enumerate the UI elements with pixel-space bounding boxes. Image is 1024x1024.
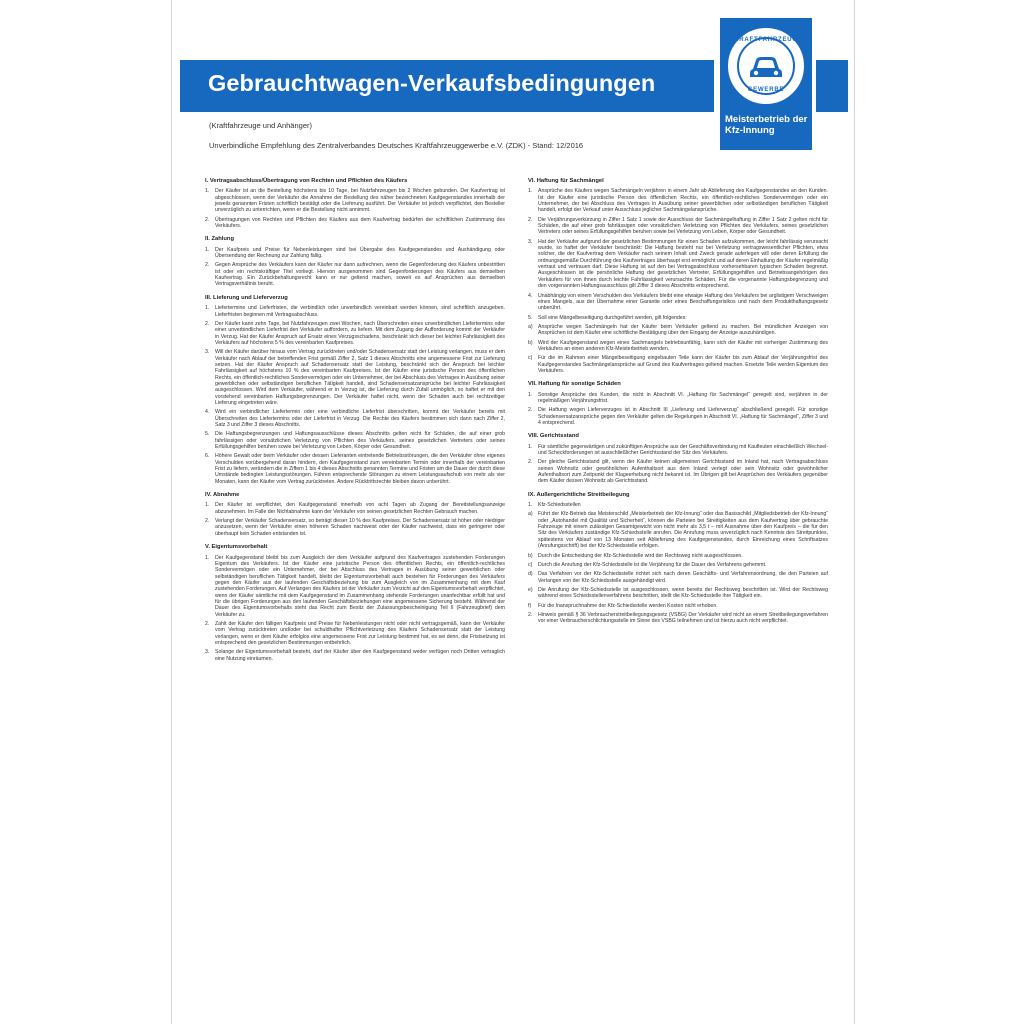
guild-badge <box>720 18 812 150</box>
clause-number: 2. <box>205 620 210 627</box>
clause-text: Für die Inanspruchnahme der Kfz-Schiedsstelle werden Kosten nicht erhoben. <box>538 602 718 609</box>
terms-section <box>205 492 505 537</box>
left-column <box>205 178 505 669</box>
clause-text: Kfz-Schiedsstellen <box>538 502 581 509</box>
clause-text: Der gleiche Gerichtsstand gilt, wenn der Käufer keinen allgemeinen Gerichtsstand im Inland hat, nach Vertragsabschluss seinen Wohnsitz oder gewöhnlichen Aufenthaltsort aus dem Inland verlegt oder sein Wohnsitz oder gewöhnlicher Aufenthaltsort zum Zeitpunkt der Klageerhebung nicht bekannt ist. Im Übrigen gilt bei Ansprüchen des Verkäufers gegenüber dem Käufer dessen Wohnsitz als Gerichtsstand. <box>538 459 828 485</box>
section-heading: VI. Haftung für Sachmängel <box>528 178 604 184</box>
clause-item <box>205 621 505 646</box>
clause-item <box>528 502 828 508</box>
clause-text: Der Käufer ist an die Bestellung höchstens bis 10 Tage, bei Nutzfahrzeugen bis 2 Wochen gebunden. Der Kaufvertrag ist abgeschlossen, wenn der Verkäufer die Annahme der Bestellung des näher bezeichneten Kaufgegenstandes innerhalb der jeweils genannten Fristen schriftlich bestätigt oder die Lieferung ausführt. Der Verkäufer ist jedoch verpflichtet, den Besteller unverzüglich zu unterrichten, wenn er die Bestellung nicht annimmt. <box>215 188 505 214</box>
clause-number: 2. <box>205 216 210 223</box>
section-heading: I. Vertragsabschluss/Übertragung von Rechten und Pflichten des Käufers <box>205 178 408 184</box>
clause-number: 3. <box>205 349 210 356</box>
badge-label: Meisterbetrieb der Kfz-Innung <box>725 114 808 136</box>
guild-seal-logo <box>728 28 804 104</box>
clause-text: Hat der Verkäufer aufgrund der gesetzlichen Bestimmungen für einen Schaden aufzukommen, der leicht fahrlässig verursacht wurde, so haftet der Verkäufer beschränkt: Die Haftung besteht nur bei Verletzung vertragswesentlicher Pflichten, etwa solcher, die der Kaufvertrag dem Verkäufer nach seinem Inhalt und Zweck gerade auferlegen will oder deren Erfüllung die ordnungsgemäße Durchführung des Kaufvertrages überhaupt erst ermöglicht und auf deren Einhaltung der Käufer regelmäßig vertraut und vertrauen darf. Diese Haftung ist auf den bei Vertragsabschluss vorhersehbaren typischen Schaden begrenzt. Ausgeschlossen ist die persönliche Haftung der gesetzlichen Vertreter, Erfüllungsgehilfen und Betriebsangehörigen des Verkäufers für von ihnen durch leichte Fahrlässigkeit verursachte Schäden. Für die vorgenannte Haftungsbegrenzung und den vorgenannten Haftungsausschluss gilt Ziffer 3 dieses Abschnitts entsprechend. <box>538 238 828 290</box>
clause-number: 1. <box>205 305 210 312</box>
clause-text: Der Kaufgegenstand bleibt bis zum Ausgleich der dem Verkäufer aufgrund des Kaufvertrages zustehenden Forderungen Eigentum des Verkäufers. Ist der Käufer eine juristische Person des öffentlichen Rechts, ein öffentlich-rechtliches Sondervermögen oder ein Unternehmer, der bei Abschluss des Vertrages in Ausübung seiner gewerblichen oder selbständigen beruflichen Tätigkeit handelt, bleibt der Eigentumsvorbehalt auch bestehen für Forderungen des Verkäufers gegen den Käufer aus der laufenden Geschäftsbeziehung bis zum Ausgleich von im Zusammenhang mit dem Kauf zustehenden Forderungen. Auf Verlangen des Käufers ist der Verkäufer zum Verzicht auf den Eigentumsvorbehalt verpflichtet, wenn der Käufer sämtliche mit dem Kaufgegenstand im Zusammenhang stehende Forderungen unanfechtbar erfüllt hat und für die übrigen Forderungen aus den laufenden Geschäftsbeziehungen eine angemessene Sicherung besteht. Während der Dauer des Eigentumsvorbehalts steht das Recht zum Besitz der Zulassungsbescheinigung Teil II (Fahrzeugbrief) dem Verkäufer zu. <box>215 554 505 618</box>
clause-number: 1. <box>205 188 210 195</box>
clause-number: f) <box>528 602 532 609</box>
clause-number: c) <box>528 561 533 568</box>
clause-text: Verlangt der Verkäufer Schadensersatz, so beträgt dieser 10 % des Kaufpreises. Der Schadensersatz ist höher oder niedriger anzusetzen, wenn der Verkäufer einen höheren Schaden nachweist oder der Käufer nachweist, dass ein geringerer oder überhaupt kein Schaden entstanden ist. <box>215 518 505 537</box>
clause-text: Führt der Kfz-Betrieb das Meisterschild „Meisterbetrieb der Kfz-Innung“ oder das Basisschild „Mitgliedsbetrieb der Kfz-Innung“ oder „Autohandel mit Qualität und Sicherheit“, können die Parteien bei Streitigkeiten aus dem Kaufvertrag über gebrauchte Fahrzeuge mit einem zulässigen Gesamtgewicht von nicht mehr als 3,5 t – mit Ausnahme über den Kaufpreis – die für den Sitz des Verkäufers zuständige Kfz-Schiedsstelle anrufen. Die Anrufung muss unverzüglich nach Kenntnis des Streitpunktes, spätestens vor Ablauf von 13 Monaten seit Ablieferung des Kaufgegenstandes, durch Einreichung eines Schriftsatzes (Anrufungsschrift) bei der Kfz-Schiedsstelle erfolgen. <box>538 511 828 550</box>
clause-text: Will der Käufer darüber hinaus vom Vertrag zurücktreten und/oder Schadensersatz statt der Leistung verlangen, muss er dem Verkäufer nach Ablauf der betreffenden Frist gemäß Ziffer 2, Satz 1 dieses Abschnitts eine angemessene Frist zur Lieferung setzen. Hat der Käufer Anspruch auf Schadensersatz statt der Leistung, beschränkt sich der Anspruch bei leichter Fahrlässigkeit auf höchstens 10 % des vereinbarten Kaufpreises. Ist der Käufer eine juristische Person des öffentlichen Rechts, ein öffentlich-rechtliches Sondervermögen oder ein Unternehmer, der bei Abschluss des Vertrages in Ausübung seiner gewerblichen oder selbständigen beruflichen Tätigkeit handelt, sind Schadensersatzansprüche bei leichter Fahrlässigkeit ausgeschlossen. Wird dem Verkäufer, während er in Verzug ist, die Lieferung durch Zufall unmöglich, so haftet er mit den vorstehend vereinbarten Haftungsbegrenzungen. Der Verkäufer haftet nicht, wenn der Schaden auch bei rechtzeitiger Lieferung eingetreten wäre. <box>215 349 505 406</box>
section-heading: VIII. Gerichtsstand <box>528 433 579 440</box>
clause-text: Übertragungen von Rechten und Pflichten des Käufers aus dem Kaufvertrag bedürfen der schriftlichen Zustimmung des Verkäufers. <box>215 216 505 230</box>
clause-number: 2. <box>528 216 533 223</box>
clause-item <box>528 612 828 625</box>
clause-item <box>205 188 505 213</box>
terms-section <box>205 295 505 485</box>
clause-item <box>528 553 828 559</box>
clause-text: Höhere Gewalt oder beim Verkäufer oder dessen Lieferanten eintretende Betriebsstörungen, die den Verkäufer ohne eigenes Verschulden vorübergehend daran hindern, den Kaufgegenstand zum vereinbarten Termin oder innerhalb der vereinbarten Frist zu liefern, verändern die in Ziffern 1 bis 4 dieses Abschnitts genannten Termine und Fristen um die Dauer der durch diese Umstände bedingten Leistungsstörungen. Führen entsprechende Störungen zu einem Leistungsaufschub von mehr als vier Monaten, kann der Käufer vom Vertrag zurücktreten. Andere Rücktrittsrechte bleiben davon unberührt. <box>215 453 505 485</box>
clause-number: a) <box>528 323 533 330</box>
clause-item <box>528 340 828 353</box>
seal-text-top: KRAFTFAHRZEUG <box>734 37 798 43</box>
document-title: Gebrauchtwagen-Verkaufsbedingungen <box>208 70 656 96</box>
clause-item <box>528 315 828 321</box>
clause-item <box>205 518 505 537</box>
section-heading: IX. Außergerichtliche Streitbeilegung <box>528 491 630 498</box>
clause-text: Die Verjährungsverkürzung in Ziffer 1 Satz 1 sowie der Ausschluss der Sachmängelhaftung in Ziffer 1 Satz 2 gelten nicht für Schäden, die auf einer grob fahrlässigen oder vorsätzlichen Verletzung von Pflichten des Verkäufers, seines gesetzlichen Vertreters oder seines Erfüllungsgehilfen beruhen sowie bei Verletzung von Leben, Körper oder Gesundheit. <box>538 216 828 236</box>
clause-item <box>205 247 505 260</box>
recommendation-line: Unverbindliche Empfehlung des Zentralverbandes Deutsches Kraftfahrzeuggewerbe e.V. (ZDK) - Stand: 12/2016 <box>209 141 584 150</box>
clause-item <box>528 188 828 213</box>
clause-item <box>528 407 828 426</box>
terms-section <box>205 236 505 287</box>
clause-number: 2. <box>205 518 210 525</box>
clause-text: Der Käufer ist verpflichtet, den Kaufgegenstand innerhalb von acht Tagen ab Zugang der Bereitstellungsanzeige abzunehmen. Im Falle der Nichtabnahme kann der Verkäufer von seinen gesetzlichen Rechten Gebrauch machen. <box>215 502 505 515</box>
document-subtitle: (Kraftfahrzeuge und Anhänger) <box>209 121 312 130</box>
clause-item <box>528 392 828 405</box>
clause-item <box>205 349 505 406</box>
clause-text: Wird ein verbindlicher Liefertermin oder eine verbindliche Lieferfrist überschritten, kommt der Verkäufer bereits mit Überschreiten des Liefertermins oder der Lieferfrist in Verzug. Die Rechte des Käufers bestimmen sich dann nach Ziffer 2, Satz 3 und Ziffer 3 dieses Abschnitts. <box>215 409 505 428</box>
clause-number: 3. <box>205 649 210 656</box>
clause-number: 1. <box>528 502 533 509</box>
clause-number: c) <box>528 355 533 362</box>
car-icon <box>747 51 785 81</box>
clause-number: b) <box>528 552 533 559</box>
clause-number: 3. <box>528 238 533 245</box>
clause-number: 5. <box>205 431 210 438</box>
clause-item <box>205 555 505 618</box>
clause-item <box>205 502 505 515</box>
clause-text: Für sämtliche gegenwärtigen und zukünftigen Ansprüche aus der Geschäftsverbindung mit Kaufleuten einschließlich Wechsel- und Scheckforderungen ist ausschließlicher Gerichtsstand der Sitz des Verkäufers. <box>538 443 828 457</box>
clause-text: Liefertermine und Lieferfristen, die verbindlich oder unverbindlich vereinbart werden können, sind schriftlich anzugeben. Lieferfristen beginnen mit Vertragsabschluss. <box>215 305 505 318</box>
clause-item <box>205 409 505 428</box>
clause-item <box>205 431 505 450</box>
clause-text: Gegen Ansprüche des Verkäufers kann der Käufer nur dann aufrechnen, wenn die Gegenforderung des Käufers unbestritten ist oder ein rechtskräftiger Titel vorliegt. Hiervon ausgenommen sind Gegenforderungen des Käufers aus demselben Kaufvertrag. Ein Zurückbehaltungsrecht kann er nur geltend machen, soweit es auf Ansprüchen aus demselben Vertragsverhältnis beruht. <box>215 262 505 288</box>
clause-item <box>528 239 828 290</box>
clause-text: Das Verfahren vor der Kfz-Schiedsstelle richtet sich nach deren Geschäfts- und Verfahrensordnung, die den Parteien auf Verlangen von der Kfz-Schiedsstelle ausgehändigt wird. <box>538 571 828 584</box>
clause-item <box>528 571 828 584</box>
clause-text: Solange der Eigentumsvorbehalt besteht, darf der Käufer über den Kaufgegenstand weder verfügen noch Dritten vertraglich eine Nutzung einräumen. <box>215 649 505 662</box>
clause-item <box>528 444 828 457</box>
clause-number: 6. <box>205 453 210 460</box>
clause-text: Zahlt der Käufer den fälligen Kaufpreis und Preise für Nebenleistungen nicht oder nicht vertragsgemäß, kann der Verkäufer vom Vertrag zurücktreten und/oder bei schuldhafter Pflichtverletzung des Käufers Schadensersatz statt der Leistung verlangen, wenn er dem Käufer erfolglos eine angemessene Frist zur Leistung bestimmt hat, es sei denn, die Fristsetzung ist entsprechend den gesetzlichen Bestimmungen entbehrlich. <box>215 620 505 646</box>
clause-number: 1. <box>528 188 533 195</box>
clause-text: Die Haftung wegen Lieferverzuges ist in Abschnitt III „Lieferung und Lieferverzug“ abschließend geregelt. Für sonstige Schadensersatzansprüche gegen den Verkäufer gelten die Regelungen in Abschnitt VI. „Haftung für Sachmängel“, Ziffer 3 und 4 entsprechend. <box>538 407 829 426</box>
clause-text: Die Anrufung der Kfz-Schiedsstelle ist ausgeschlossen, wenn bereits der Rechtsweg beschritten ist. Wird der Rechtsweg während eines Schiedsstellenverfahrens beschritten, stellt die Kfz-Schiedsstelle ihre Tätigkeit ein. <box>538 586 828 600</box>
clause-number: 2. <box>205 262 210 269</box>
title-bar-extension <box>816 60 848 112</box>
clause-text: Hinweis gemäß § 36 Verbraucherstreitbeilegungsgesetz (VSBG) Der Verkäufer wird nicht an einem Streitbeilegungsverfahren vor einer Verbraucherschlichtungsstelle im Sinne des VSBG teilnehmen und ist hierzu auch nicht verpflichtet. <box>538 611 828 625</box>
section-heading: V. Eigentumsvorbehalt <box>205 544 268 551</box>
clause-number: 2. <box>528 611 533 618</box>
clause-text: Sonstige Ansprüche des Kunden, die nicht in Abschnitt VI. „Haftung für Sachmängel“ geregelt sind, verjähren in der regelmäßigen Verjährungsfrist. <box>538 391 828 404</box>
terms-section <box>528 492 828 625</box>
clause-item <box>528 587 828 600</box>
clause-text: Durch die Anrufung der Kfz-Schiedsstelle ist die Verjährung für die Dauer des Verfahrens gehemmt. <box>538 561 767 568</box>
clause-item <box>205 305 505 318</box>
right-column <box>528 178 828 632</box>
terms-section <box>205 178 505 229</box>
clause-number: d) <box>528 571 533 578</box>
clause-item <box>528 324 828 337</box>
clause-number: 1. <box>205 246 210 253</box>
clause-number: 1. <box>528 391 533 398</box>
document-sheet <box>171 0 855 1024</box>
clause-number: 2. <box>528 459 533 466</box>
clause-item <box>205 262 505 287</box>
title-bar <box>180 60 714 112</box>
section-heading: IV. Abnahme <box>205 492 240 499</box>
clause-item <box>528 603 828 609</box>
clause-item <box>528 293 828 312</box>
terms-section <box>528 433 828 484</box>
clause-number: a) <box>528 511 533 518</box>
clause-text: Soll eine Mängelbeseitigung durchgeführt werden, gilt folgendes: <box>538 314 687 321</box>
section-heading: II. Zahlung <box>205 236 234 243</box>
clause-number: 1. <box>205 554 210 561</box>
clause-text: Ansprüche wegen Sachmängeln hat der Käufer beim Verkäufer geltend zu machen. Bei mündlichen Anzeigen von Ansprüchen ist dem Käufer eine schriftliche Bestätigung über den Eingang der Anzeige auszuhändigen. <box>538 323 828 337</box>
clause-number: 1. <box>205 502 210 509</box>
clause-text: Der Käufer kann zehn Tage, bei Nutzfahrzeugen zwei Wochen, nach Überschreiten eines unverbindlichen Liefertermins oder einer unverbindlichen Lieferfrist den Verkäufer auffordern, zu liefern. Mit dem Zugang der Aufforderung kommt der Verkäufer in Verzug. Hat der Käufer Anspruch auf Ersatz eines Verzugsschadens, beschränkt sich dieser bei leichter Fahrlässigkeit des Verkäufers auf höchstens 5 % des vereinbarten Kaufpreises. <box>215 320 505 346</box>
clause-item <box>205 453 505 485</box>
seal-text-bottom: GEWERBE <box>747 87 785 93</box>
clause-number: b) <box>528 339 533 346</box>
clause-item <box>528 562 828 568</box>
terms-section <box>528 178 828 374</box>
section-heading: III. Lieferung und Lieferverzug <box>205 294 288 301</box>
clause-item <box>205 321 505 346</box>
clause-number: 1. <box>528 443 533 450</box>
clause-item <box>205 217 505 230</box>
clause-number: 5. <box>528 314 533 321</box>
clause-text: Wird der Kaufgegenstand wegen eines Sachmangels betriebsunfähig, kann sich der Käufer mit vorheriger Zustimmung des Verkäufers an einen anderen Kfz-Meisterbetrieb wenden. <box>538 339 828 352</box>
clause-number: e) <box>528 586 533 593</box>
clause-text: Unabhängig von einem Verschulden des Verkäufers bleibt eine etwaige Haftung des Verkäufers bei arglistigem Verschweigen eines Mangels, aus der Übernahme einer Garantie oder eines Beschaffungsrisikos und nach dem Produkthaftungsgesetz unberührt. <box>538 292 828 312</box>
clause-text: Der Kaufpreis und Preise für Nebenleistungen sind bei Übergabe des Kaufgegenstandes und Aushändigung oder Übersendung der Rechnung zur Zahlung fällig. <box>215 246 505 260</box>
clause-text: Ansprüche des Käufers wegen Sachmängeln verjähren in einem Jahr ab Ablieferung des Kaufgegenstandes an den Kunden. Ist der Käufer eine juristische Person des öffentlichen Rechts, ein öffentlich-rechtliches Sondervermögen oder ein Unternehmer, der bei Abschluss des Vertrages in Ausübung seiner gewerblichen oder selbständigen beruflichen Tätigkeit handelt, erfolgt der Verkauf unter Ausschluss jeglicher Sachmängelansprüche. <box>538 188 828 214</box>
clause-item <box>528 459 828 484</box>
clause-number: 4. <box>205 409 210 416</box>
clause-text: Durch die Entscheidung der Kfz-Schiedsstelle wird der Rechtsweg nicht ausgeschlossen. <box>538 552 743 559</box>
clause-item <box>528 511 828 549</box>
clause-number: 4. <box>528 292 533 299</box>
clause-text: Für die im Rahmen einer Mängelbeseitigung eingebauten Teile kann der Käufer bis zum Ablauf der Verjährungsfrist des Kaufgegenstandes Sachmängelansprüche auf Grund des Kaufvertrages geltend machen. Ersetzte Teile werden Eigentum des Verkäufers. <box>538 355 828 374</box>
terms-section <box>528 381 828 426</box>
clause-item <box>528 355 828 374</box>
clause-text: Die Haftungsbegrenzungen und Haftungsausschlüsse dieses Abschnitts gelten nicht für Schäden, die auf einer grob fahrlässigen oder vorsätzlichen Verletzung von Pflichten des Verkäufers, seines gesetzlichen Vertreters oder seines Erfüllungsgehilfen beruhen sowie bei Verletzung von Leben, Körper oder Gesundheit. <box>215 431 505 451</box>
clause-number: 2. <box>205 320 210 327</box>
section-heading: VII. Haftung für sonstige Schäden <box>528 381 621 388</box>
terms-section <box>205 544 505 662</box>
clause-item <box>205 649 505 662</box>
clause-item <box>528 217 828 236</box>
clause-number: 2. <box>528 407 533 414</box>
